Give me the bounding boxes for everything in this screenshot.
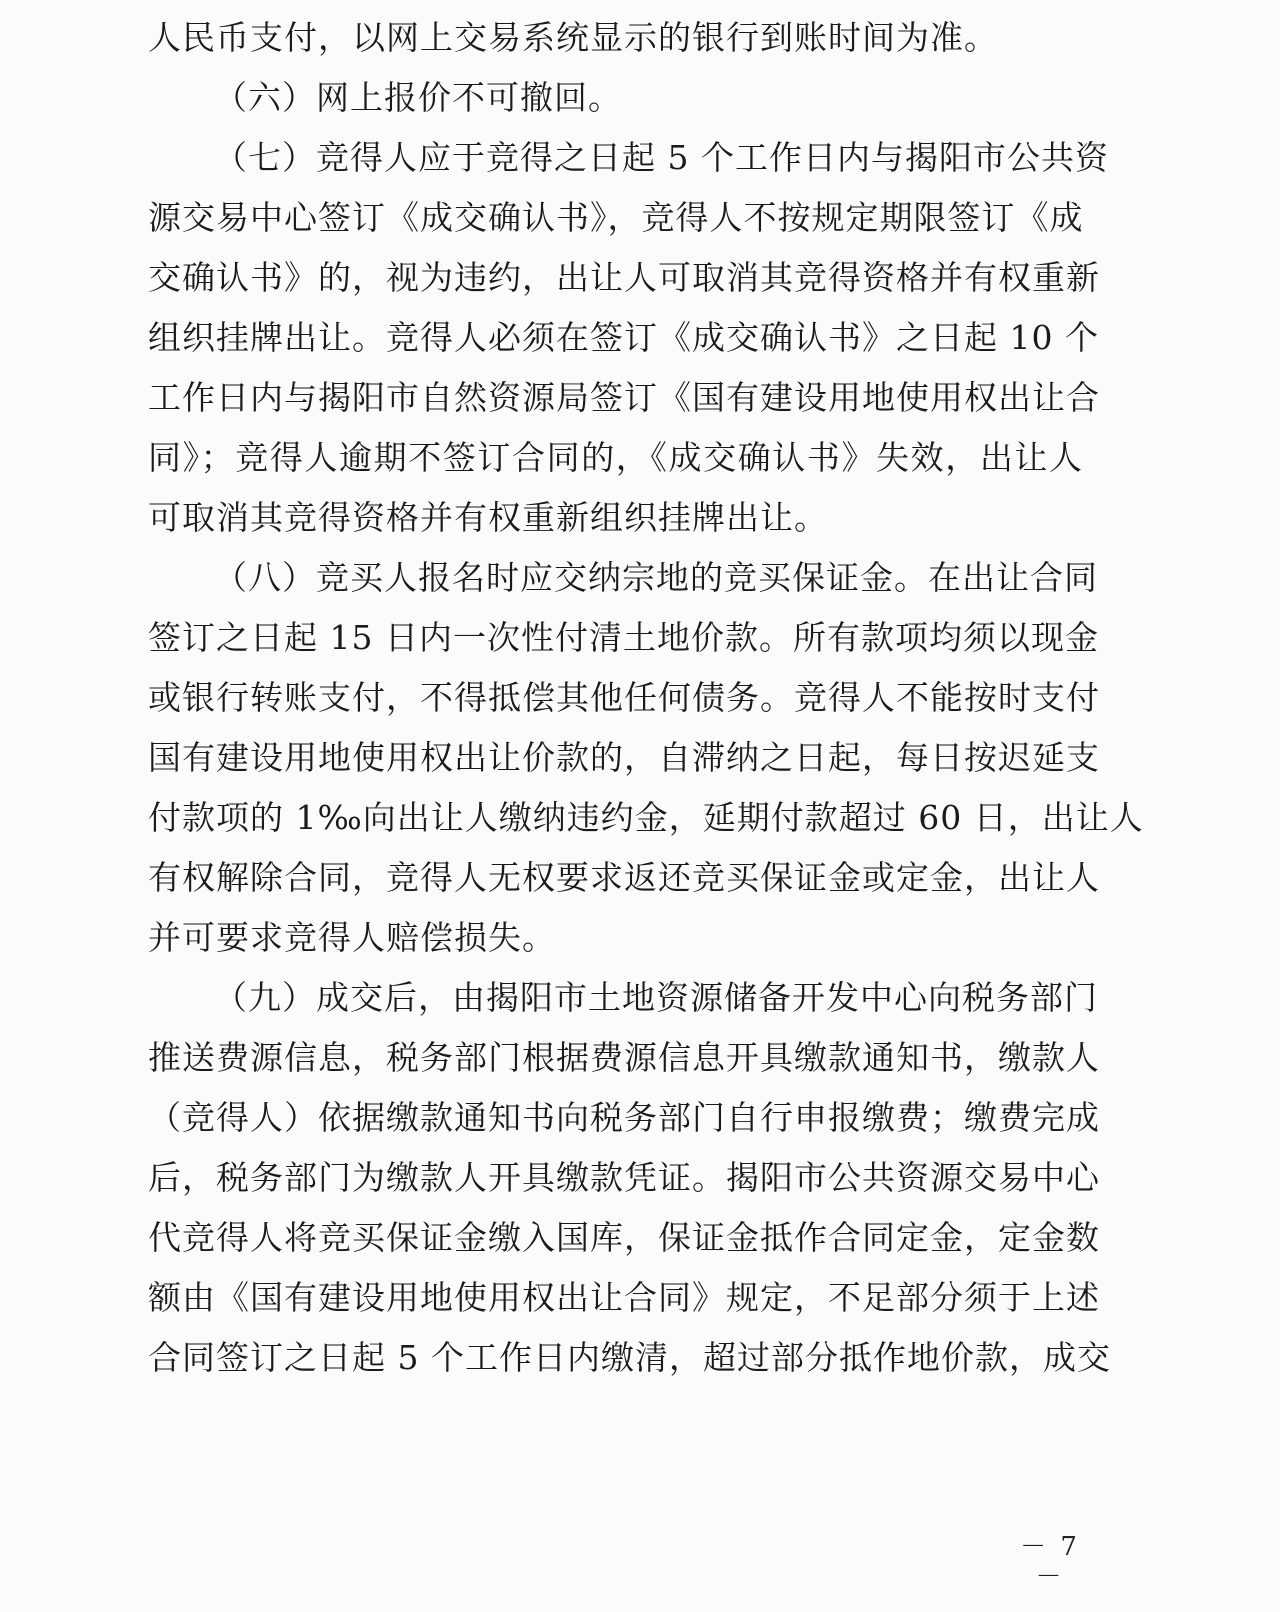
text-line: 有权解除合同，竞得人无权要求返还竞买保证金或定金，出让人: [148, 858, 1100, 897]
paragraph-7-line: （七）竞得人应于竞得之日起 5 个工作日内与揭阳市公共资: [214, 138, 1109, 177]
text-line: （竞得人）依据缴款通知书向税务部门自行申报缴费；缴费完成: [148, 1098, 1100, 1137]
text-line: 组织挂牌出让。竞得人必须在签订《成交确认书》之日起 10 个: [148, 318, 1099, 357]
text-line: 或银行转账支付，不得抵偿其他任何债务。竞得人不能按时支付: [148, 678, 1100, 717]
text-line: 国有建设用地使用权出让价款的，自滞纳之日起，每日按迟延支: [148, 738, 1100, 777]
text-line: 后，税务部门为缴款人开具缴款凭证。揭阳市公共资源交易中心: [148, 1158, 1100, 1197]
text-line: 额由《国有建设用地使用权出让合同》规定，不足部分须于上述: [148, 1278, 1100, 1317]
text-line: 交确认书》的，视为违约，出让人可取消其竞得资格并有权重新: [148, 258, 1100, 297]
paragraph-6-line: （六）网上报价不可撤回。: [214, 78, 622, 117]
text-line: 并可要求竞得人赔偿损失。: [148, 918, 556, 957]
text-line: 工作日内与揭阳市自然资源局签订《国有建设用地使用权出让合: [148, 378, 1100, 417]
paragraph-9-line: （九）成交后，由揭阳市土地资源储备开发中心向税务部门: [214, 978, 1098, 1017]
text-line: 合同签订之日起 5 个工作日内缴清，超过部分抵作地价款，成交: [148, 1338, 1111, 1377]
text-line: 同》；竞得人逾期不签订合同的，《成交确认书》失效，出让人: [148, 438, 1083, 477]
text-line: 人民币支付，以网上交易系统显示的银行到账时间为准。: [148, 18, 998, 57]
text-line: 付款项的 1‰向出让人缴纳违约金，延期付款超过 60 日，出让人: [148, 798, 1144, 837]
paragraph-8-line: （八）竞买人报名时应交纳宗地的竞买保证金。在出让合同: [214, 558, 1098, 597]
document-body: [148, 8, 1144, 1388]
page-number: － 7 －: [1020, 1532, 1080, 1592]
text-line: 推送费源信息，税务部门根据费源信息开具缴款通知书，缴款人: [148, 1038, 1100, 1077]
text-line: 代竞得人将竞买保证金缴入国库，保证金抵作合同定金，定金数: [148, 1218, 1100, 1257]
text-line: 源交易中心签订《成交确认书》，竞得人不按规定期限签订《成: [148, 198, 1084, 237]
text-line: 签订之日起 15 日内一次性付清土地价款。所有款项均须以现金: [148, 618, 1099, 657]
text-line: 可取消其竞得资格并有权重新组织挂牌出让。: [148, 498, 828, 537]
